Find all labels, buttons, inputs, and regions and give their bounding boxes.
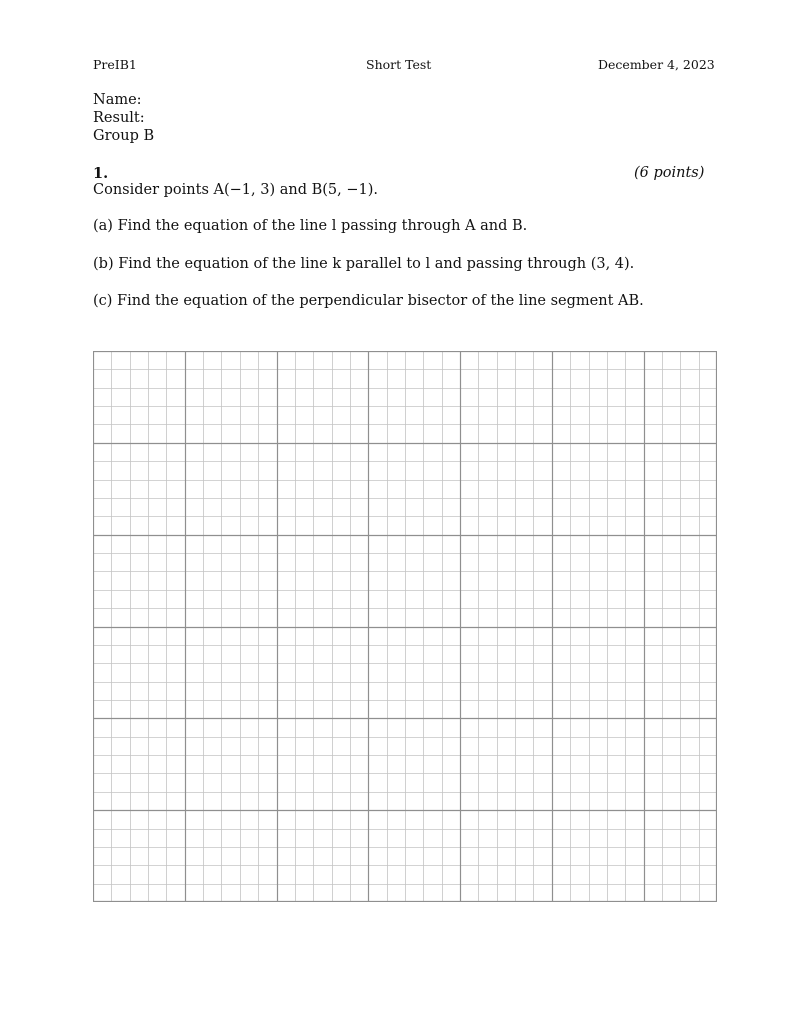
question-number: 1. (93, 165, 109, 182)
question-intro: Consider points A(−1, 3) and B(5, −1). (93, 182, 378, 198)
question-part-a: (a) Find the equation of the line l passing through A and B. (93, 218, 528, 234)
result-label: Result: (93, 110, 145, 126)
answer-grid[interactable] (93, 351, 717, 902)
question-part-b: (b) Find the equation of the line k parallel to l and passing through (3, 4). (93, 256, 635, 272)
name-label: Name: (93, 92, 142, 108)
question-points: (6 points) (634, 165, 705, 181)
group-label: Group B (93, 128, 155, 144)
header-date: December 4, 2023 (598, 57, 715, 72)
header-course: PreIB1 (93, 57, 137, 72)
grid-paper (93, 351, 717, 902)
header-title: Short Test (366, 57, 432, 72)
question-part-c: (c) Find the equation of the perpendicular bisector of the line segment AB. (93, 293, 644, 309)
